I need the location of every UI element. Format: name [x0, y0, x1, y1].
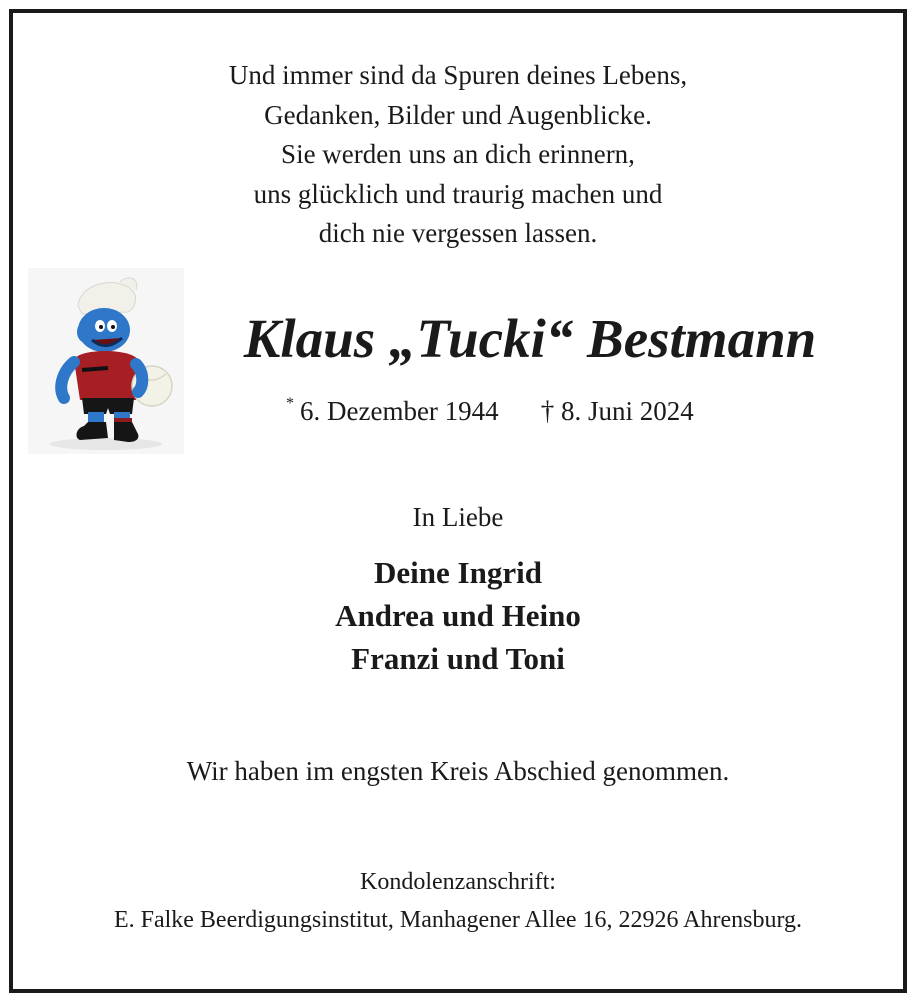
poem-line: Gedanken, Bilder und Augenblicke.	[264, 99, 652, 130]
memorial-poem	[0, 56, 916, 254]
smurf-figurine-image	[28, 268, 184, 454]
deceased-name: Klaus „Tucki“ Bestmann	[243, 308, 817, 369]
mourner-name: Deine Ingrid	[374, 555, 542, 590]
poem-line: uns glücklich und traurig machen und	[253, 178, 663, 209]
poem-line: Und immer sind da Spuren deines Lebens,	[228, 60, 688, 90]
death-symbol: †	[540, 396, 555, 426]
birth-date: 6. Dezember 1944	[300, 396, 499, 426]
farewell-statement: Wir haben im engsten Kreis Abschied genommen.	[186, 756, 730, 786]
mourner-names	[0, 551, 916, 680]
mourners-intro: In Liebe	[412, 502, 504, 532]
poem-line: Sie werden uns an dich erinnern,	[281, 139, 635, 169]
death-date: 8. Juni 2024	[560, 396, 694, 426]
mourner-name: Andrea und Heino	[335, 598, 581, 633]
poem-line: dich nie vergessen lassen.	[318, 218, 598, 248]
condolence-address: E. Falke Beerdigungsinstitut, Manhagener Allee 16, 22926 Ahrensburg.	[113, 907, 803, 933]
life-dates	[286, 386, 694, 429]
condolence-label: Kondolenzanschrift:	[360, 869, 556, 895]
birth-symbol: *	[286, 395, 294, 412]
smurf-figurine-icon	[28, 268, 184, 454]
mourner-name: Franzi und Toni	[351, 641, 565, 676]
